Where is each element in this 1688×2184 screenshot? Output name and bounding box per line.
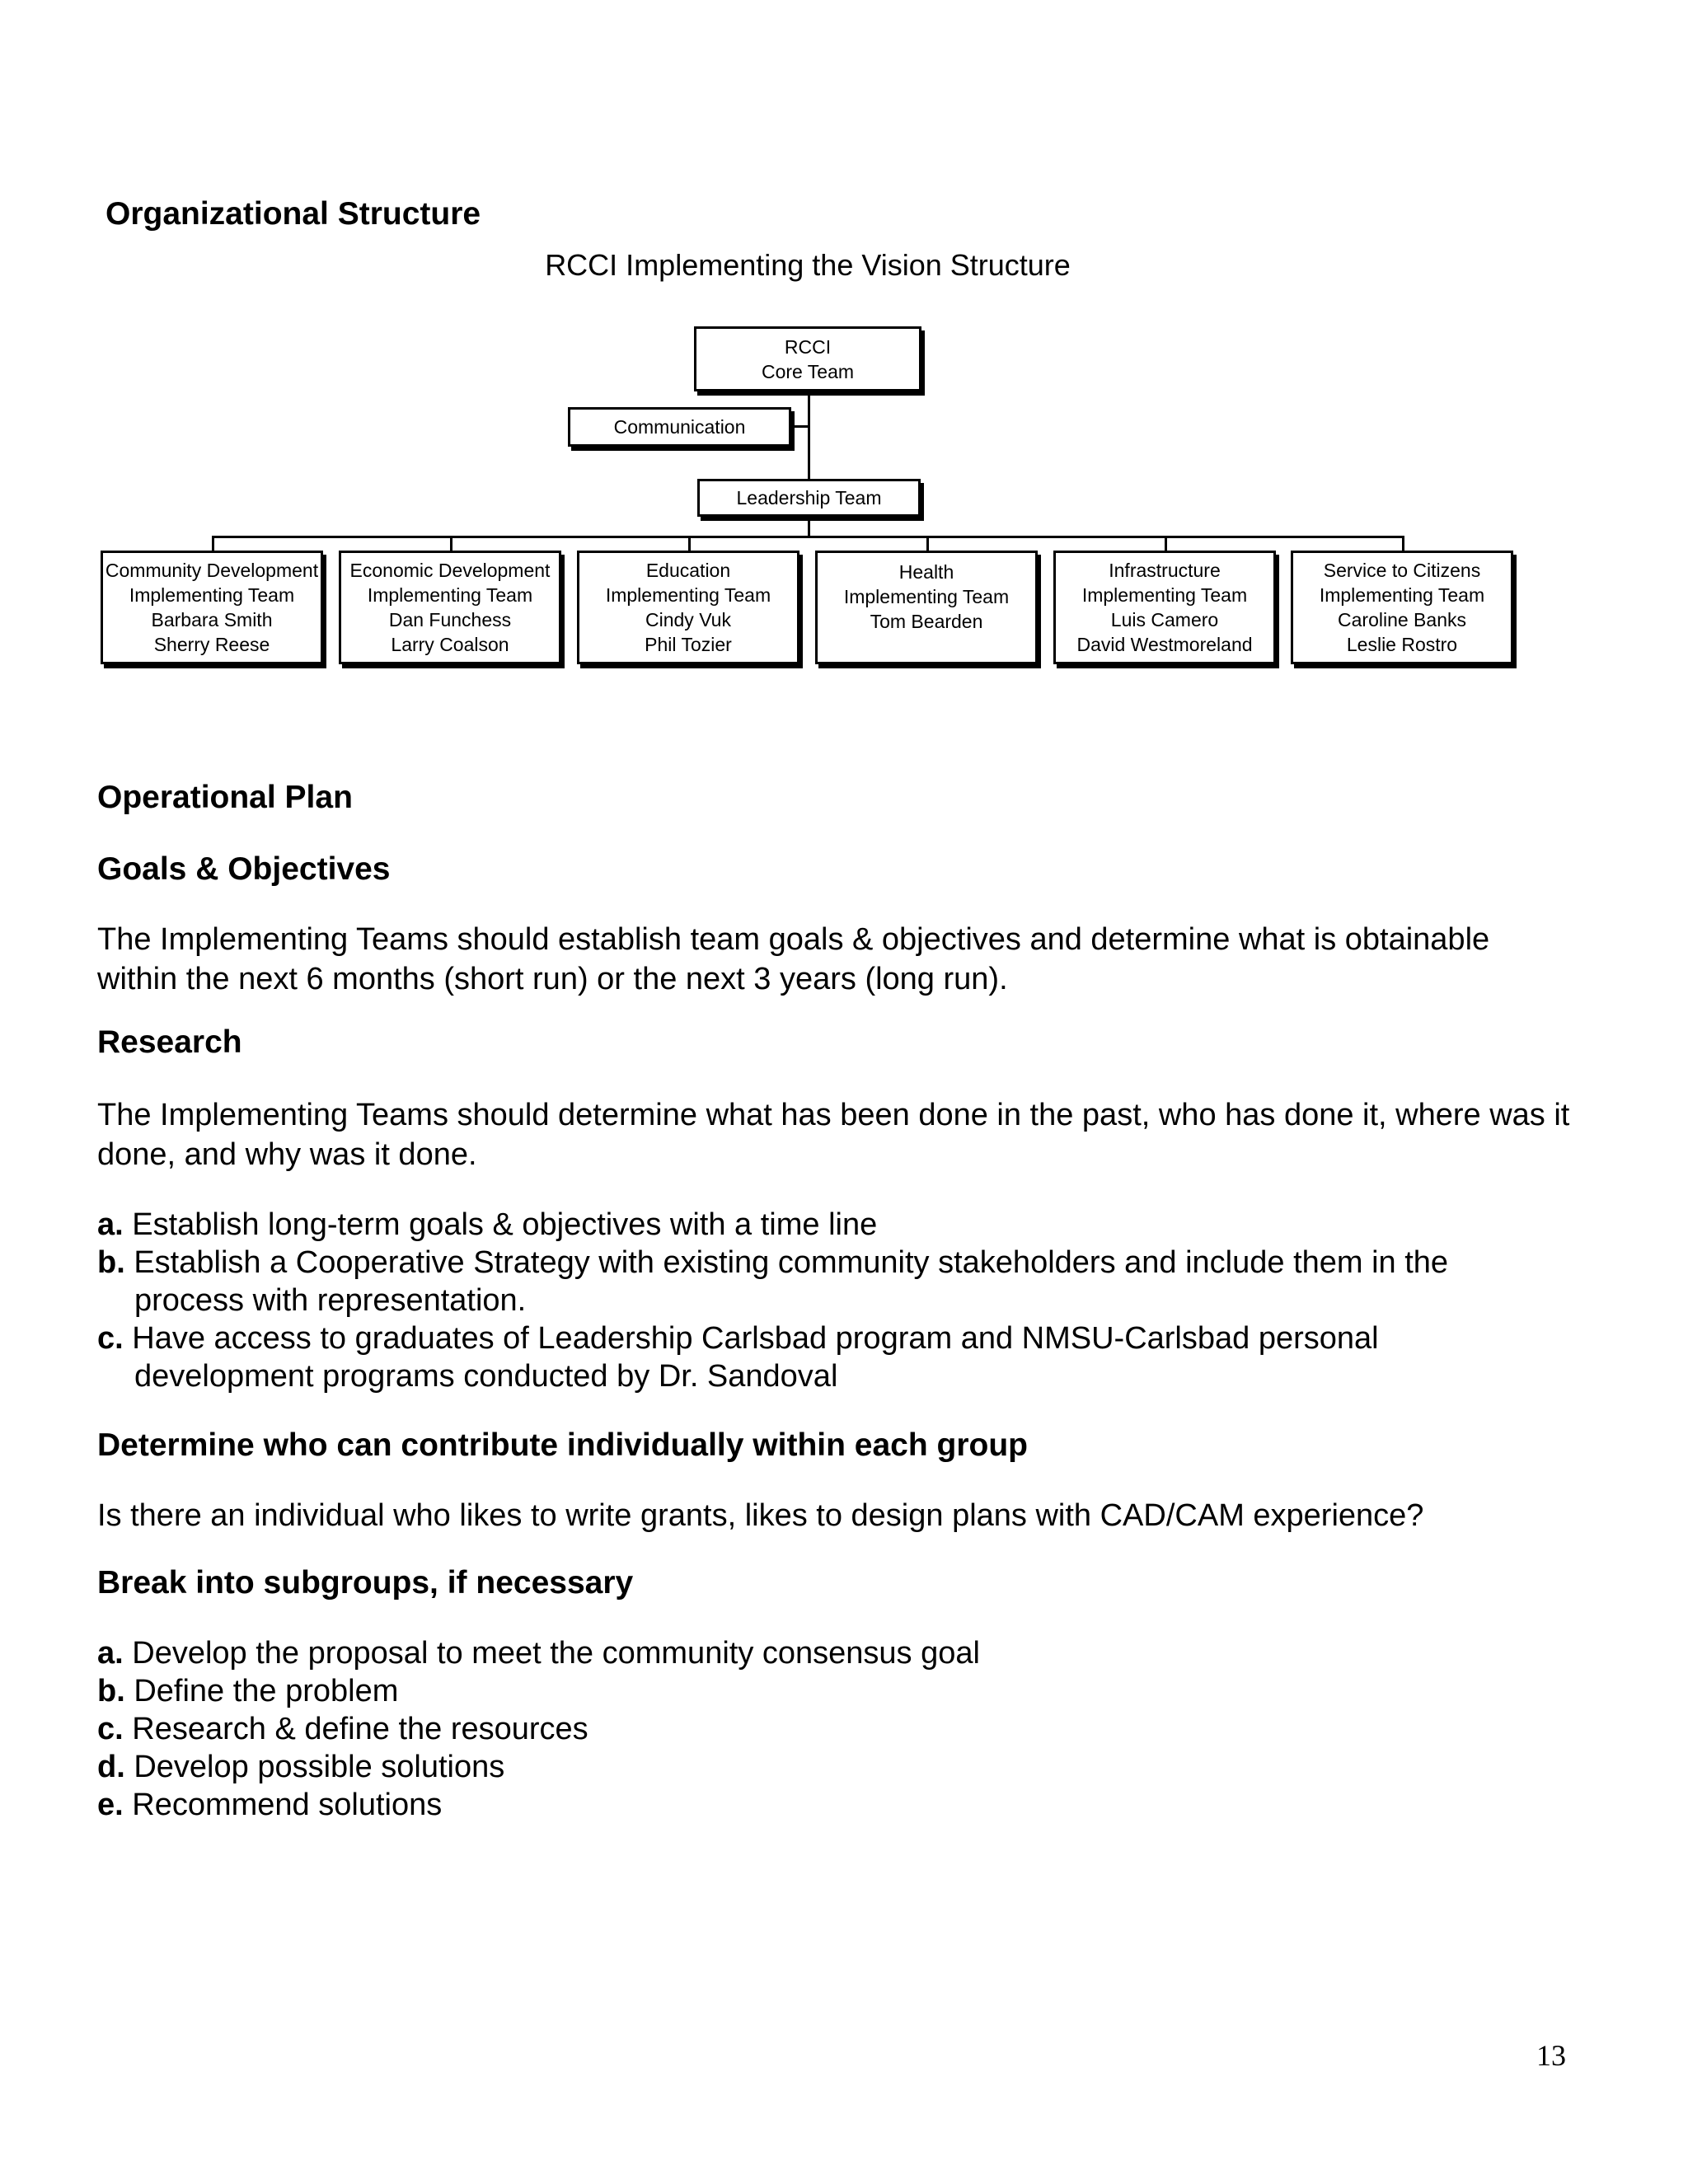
- list-item: [97, 1244, 1597, 1319]
- connector-team-4: [926, 536, 929, 551]
- list-text-continued: development programs conducted by Dr. Sandoval: [134, 1359, 838, 1394]
- subgroups-heading: Break into subgroups, if necessary: [97, 1565, 634, 1601]
- team-line: Cindy Vuk: [645, 609, 731, 630]
- list-text: Develop the proposal to meet the community consensus goal: [123, 1636, 980, 1671]
- list-letter: d.: [97, 1750, 125, 1784]
- team-box-infrastructure: [1053, 551, 1276, 664]
- leadership-label: Leadership Team: [736, 487, 882, 509]
- contribute-heading: Determine who can contribute individually within each group: [97, 1427, 1028, 1463]
- list-letter: c.: [97, 1321, 124, 1356]
- list-letter: e.: [97, 1788, 124, 1822]
- org-chart: [0, 0, 1688, 684]
- list-letter: c.: [97, 1712, 124, 1746]
- connector-team-5: [1165, 536, 1167, 551]
- subgroups-list: [97, 1634, 1597, 1824]
- list-letter: b.: [97, 1245, 125, 1280]
- team-line: Implementing Team: [129, 584, 295, 606]
- connector-horizontal: [212, 536, 1404, 538]
- leadership-team-box: [697, 479, 921, 517]
- operational-plan-heading: Operational Plan: [97, 780, 353, 815]
- list-item: [97, 1786, 1597, 1824]
- team-line: Dan Funchess: [388, 609, 512, 630]
- team-line: Community Development: [105, 560, 319, 581]
- team-box-education: [577, 551, 799, 664]
- list-letter: b.: [97, 1674, 125, 1708]
- list-text: Research & define the resources: [123, 1712, 588, 1746]
- team-box-economic-development: [339, 551, 561, 664]
- list-item: [97, 1672, 1597, 1710]
- research-heading: Research: [97, 1024, 242, 1060]
- team-line: Implementing Team: [1081, 584, 1248, 606]
- team-line: Implementing Team: [1319, 584, 1485, 606]
- connector-team-2: [450, 536, 452, 551]
- core-team-line-2: Core Team: [761, 360, 855, 382]
- list-item: [97, 1319, 1597, 1395]
- team-line: Implementing Team: [367, 584, 533, 606]
- core-team-line-1: RCCI: [784, 335, 832, 358]
- team-line: Economic Development: [349, 560, 551, 581]
- connector-core-vertical: [808, 391, 810, 480]
- team-line: Barbara Smith: [151, 609, 273, 630]
- list-text-continued: process with representation.: [134, 1283, 527, 1318]
- list-letter: a.: [97, 1636, 124, 1671]
- connector-leadership-down: [808, 516, 810, 537]
- team-line: Larry Coalson: [391, 634, 509, 655]
- list-item: [97, 1710, 1597, 1748]
- org-structure-heading: Organizational Structure: [106, 196, 481, 232]
- core-team-box: [694, 326, 921, 391]
- team-box-service-to-citizens: [1291, 551, 1513, 664]
- list-text: Establish a Cooperative Strategy with existing community stakeholders and include them in the: [124, 1245, 1449, 1280]
- team-line: Education: [645, 560, 731, 581]
- team-line: Infrastructure: [1109, 560, 1221, 581]
- team-line: Luis Camero: [1110, 609, 1219, 630]
- connector-team-3: [688, 536, 691, 551]
- team-line: Implementing Team: [605, 584, 771, 606]
- connector-team-6: [1402, 536, 1404, 551]
- team-line: Leslie Rostro: [1346, 634, 1458, 655]
- team-line: Sherry Reese: [153, 634, 270, 655]
- team-line: Implementing Team: [843, 586, 1010, 607]
- goals-heading: Goals & Objectives: [97, 851, 391, 887]
- chart-title: RCCI Implementing the Vision Structure: [545, 248, 1071, 282]
- communication-box: [568, 407, 791, 447]
- goals-paragraph: The Implementing Teams should establish team goals & objectives and determine what is obtainable within the next 6 months (short run) or the next 3 years (long run).: [97, 922, 1490, 996]
- list-text: Define the problem: [124, 1674, 399, 1708]
- list-item: [97, 1206, 1597, 1244]
- list-text: Have access to graduates of Leadership Carlsbad program and NMSU-Carlsbad personal: [123, 1321, 1379, 1356]
- communication-label: Communication: [613, 416, 746, 438]
- page-number: 13: [1536, 2039, 1566, 2072]
- team-line: Phil Tozier: [645, 634, 732, 655]
- team-box-health: [815, 551, 1038, 664]
- list-letter: a.: [97, 1207, 124, 1242]
- team-line: Tom Bearden: [870, 611, 983, 632]
- team-line: Caroline Banks: [1338, 609, 1466, 630]
- list-text: Develop possible solutions: [124, 1750, 505, 1784]
- connector-team-1: [212, 536, 214, 551]
- list-text: Establish long-term goals & objectives with a time line: [123, 1207, 878, 1242]
- list-item: [97, 1748, 1597, 1786]
- team-line: Health: [898, 561, 954, 583]
- connector-communication: [791, 425, 809, 428]
- research-list: [97, 1206, 1597, 1395]
- team-box-community-development: [101, 551, 323, 664]
- team-line: David Westmoreland: [1076, 634, 1253, 655]
- list-text: Recommend solutions: [123, 1788, 443, 1822]
- list-item: [97, 1634, 1597, 1672]
- research-paragraph: The Implementing Teams should determine what has been done in the past, who has done it, where was it done, and why was it done.: [97, 1098, 1570, 1172]
- contribute-paragraph: Is there an individual who likes to write grants, likes to design plans with CAD/CAM experience?: [97, 1498, 1424, 1533]
- team-line: Service to Citizens: [1323, 560, 1481, 581]
